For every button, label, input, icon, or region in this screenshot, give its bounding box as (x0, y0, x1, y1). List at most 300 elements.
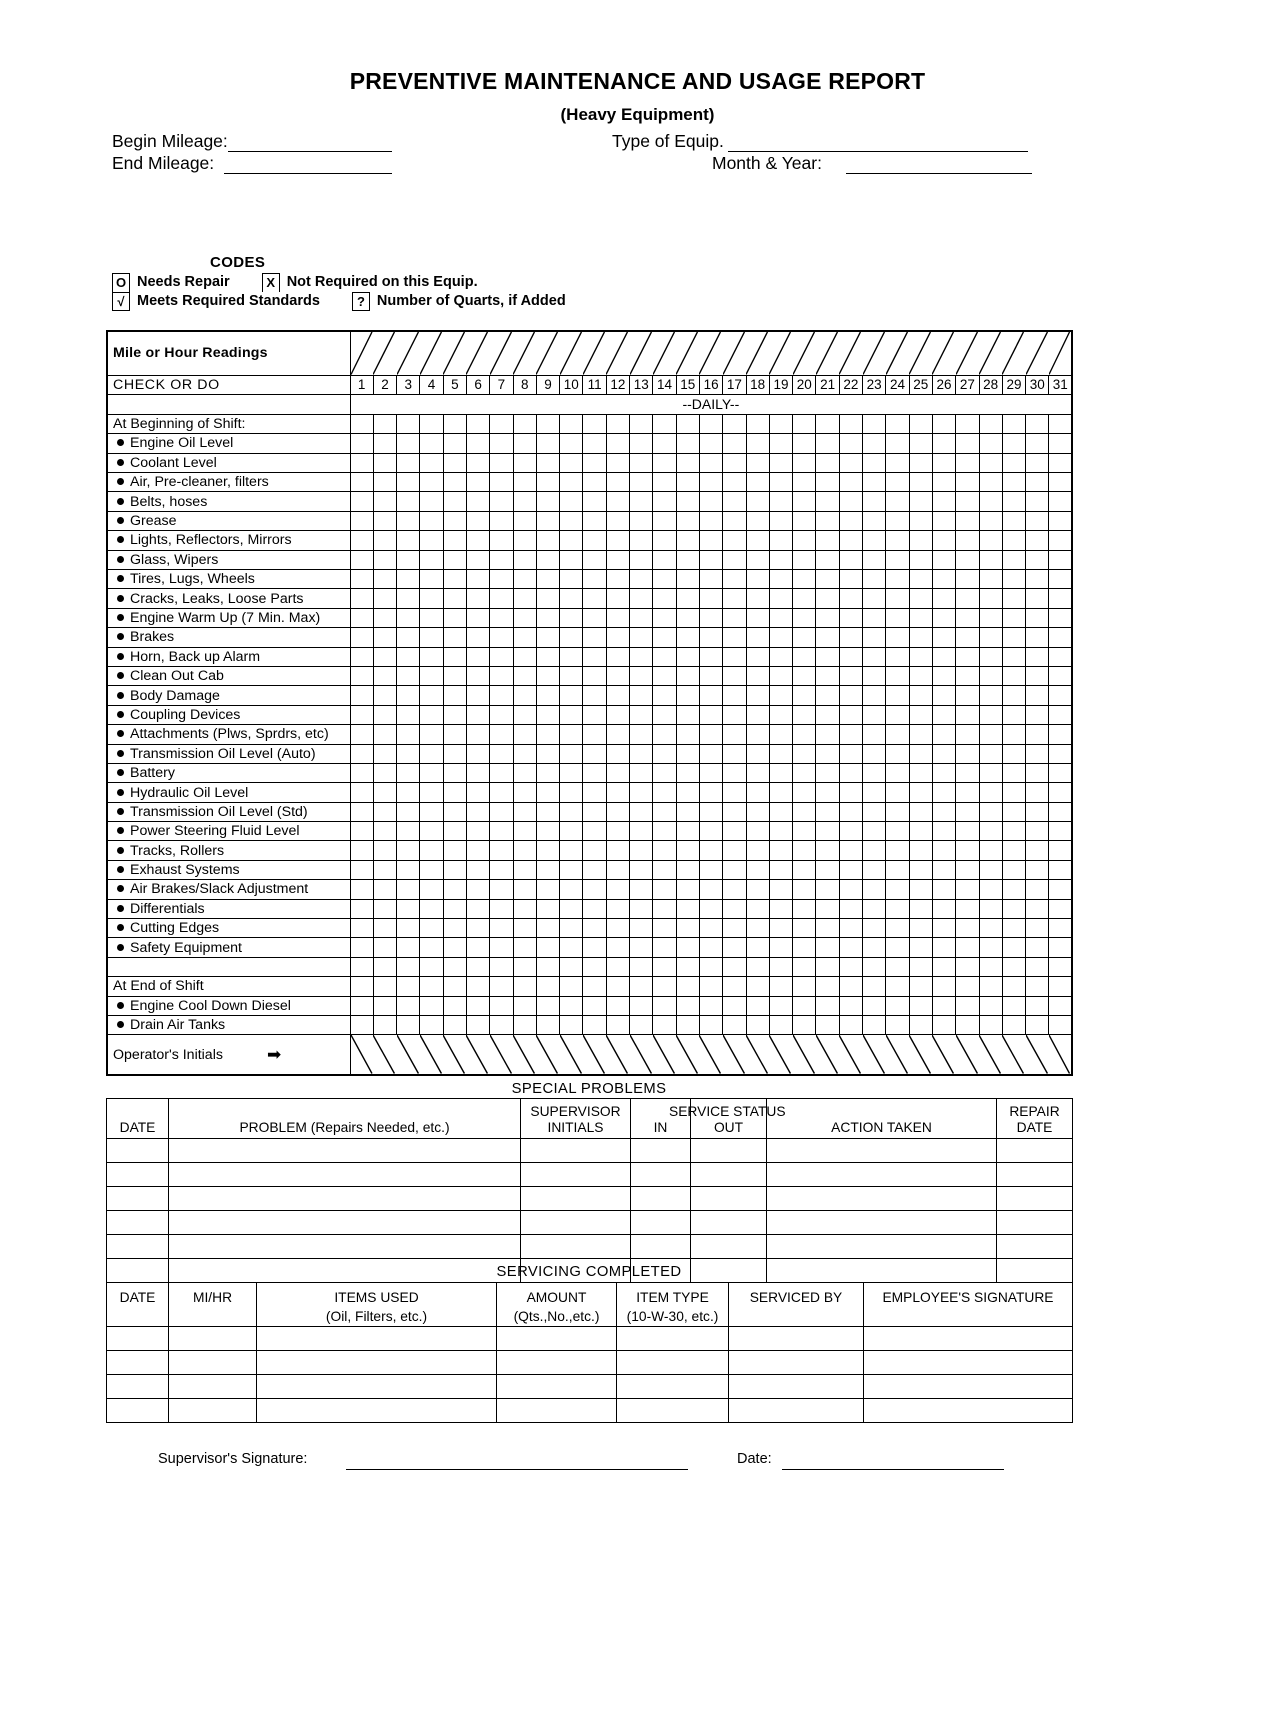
check-cell[interactable] (536, 763, 559, 782)
check-cell[interactable] (420, 783, 443, 802)
check-cell[interactable] (932, 725, 955, 744)
check-cell[interactable] (653, 666, 676, 685)
check-cell[interactable] (1049, 570, 1072, 589)
check-cell[interactable] (699, 666, 722, 685)
check-cell[interactable] (676, 938, 699, 957)
check-cell[interactable] (420, 473, 443, 492)
check-cell[interactable] (443, 725, 466, 744)
check-cell[interactable] (1002, 860, 1025, 879)
check-cell[interactable] (513, 822, 536, 841)
check-cell[interactable] (979, 686, 1002, 705)
check-cell[interactable] (513, 492, 536, 511)
check-cell[interactable] (909, 531, 932, 550)
check-cell[interactable] (1026, 589, 1049, 608)
check-cell[interactable] (932, 938, 955, 957)
check-cell[interactable] (769, 570, 792, 589)
check-cell[interactable] (1026, 899, 1049, 918)
check-cell[interactable] (863, 802, 886, 821)
check-cell[interactable] (956, 783, 979, 802)
check-cell[interactable] (769, 822, 792, 841)
check-cell[interactable] (979, 938, 1002, 957)
check-cell[interactable] (746, 570, 769, 589)
check-cell[interactable] (513, 570, 536, 589)
check-cell[interactable] (979, 492, 1002, 511)
check-cell[interactable] (746, 705, 769, 724)
check-cell[interactable] (979, 957, 1002, 976)
check-cell[interactable] (350, 686, 373, 705)
check-cell[interactable] (443, 473, 466, 492)
check-cell[interactable] (653, 977, 676, 996)
check-cell[interactable] (839, 996, 862, 1015)
check-cell[interactable] (769, 453, 792, 472)
check-cell[interactable] (676, 531, 699, 550)
check-cell[interactable] (630, 841, 653, 860)
check-cell[interactable] (466, 570, 489, 589)
check-cell[interactable] (816, 570, 839, 589)
check-cell[interactable] (466, 744, 489, 763)
check-cell[interactable] (699, 628, 722, 647)
check-cell[interactable] (420, 686, 443, 705)
check-cell[interactable] (816, 957, 839, 976)
check-cell[interactable] (746, 492, 769, 511)
check-cell[interactable] (1049, 860, 1072, 879)
check-cell[interactable] (606, 608, 629, 627)
check-cell[interactable] (443, 414, 466, 433)
check-cell[interactable] (560, 511, 583, 530)
check-cell[interactable] (373, 473, 396, 492)
check-cell[interactable] (746, 511, 769, 530)
end-mileage-field[interactable] (112, 153, 392, 174)
check-cell[interactable] (816, 686, 839, 705)
check-cell[interactable] (839, 531, 862, 550)
check-cell[interactable] (1026, 744, 1049, 763)
check-cell[interactable] (676, 666, 699, 685)
check-cell[interactable] (373, 511, 396, 530)
check-cell[interactable] (746, 957, 769, 976)
check-cell[interactable] (1002, 919, 1025, 938)
check-cell[interactable] (466, 1016, 489, 1035)
check-cell[interactable] (630, 957, 653, 976)
check-cell[interactable] (350, 880, 373, 899)
check-cell[interactable] (956, 1016, 979, 1035)
check-cell[interactable] (560, 628, 583, 647)
check-cell[interactable] (373, 531, 396, 550)
check-cell[interactable] (490, 686, 513, 705)
special-problems-cell[interactable] (997, 1163, 1073, 1187)
check-cell[interactable] (1026, 841, 1049, 860)
check-cell[interactable] (723, 802, 746, 821)
check-cell[interactable] (979, 570, 1002, 589)
check-cell[interactable] (397, 763, 420, 782)
check-cell[interactable] (513, 880, 536, 899)
check-cell[interactable] (606, 899, 629, 918)
check-cell[interactable] (839, 938, 862, 957)
check-cell[interactable] (1002, 1016, 1025, 1035)
check-cell[interactable] (979, 996, 1002, 1015)
servicing-cell[interactable] (617, 1327, 729, 1351)
operator-initial-cell-8[interactable] (513, 1035, 536, 1075)
check-cell[interactable] (1026, 957, 1049, 976)
check-cell[interactable] (606, 860, 629, 879)
check-cell[interactable] (443, 628, 466, 647)
servicing-cell[interactable] (169, 1327, 257, 1351)
check-cell[interactable] (932, 434, 955, 453)
check-cell[interactable] (769, 666, 792, 685)
check-cell[interactable] (863, 899, 886, 918)
end-mileage-input[interactable] (224, 158, 392, 174)
check-cell[interactable] (956, 647, 979, 666)
check-cell[interactable] (560, 763, 583, 782)
special-problems-cell[interactable] (107, 1139, 169, 1163)
check-cell[interactable] (583, 570, 606, 589)
check-cell[interactable] (373, 589, 396, 608)
check-cell[interactable] (1049, 686, 1072, 705)
check-cell[interactable] (420, 628, 443, 647)
check-cell[interactable] (909, 822, 932, 841)
servicing-cell[interactable] (169, 1375, 257, 1399)
check-cell[interactable] (443, 608, 466, 627)
check-cell[interactable] (746, 647, 769, 666)
check-cell[interactable] (839, 686, 862, 705)
check-cell[interactable] (863, 841, 886, 860)
servicing-cell[interactable] (729, 1351, 864, 1375)
check-cell[interactable] (816, 860, 839, 879)
check-cell[interactable] (630, 453, 653, 472)
check-cell[interactable] (816, 938, 839, 957)
check-cell[interactable] (909, 957, 932, 976)
check-cell[interactable] (536, 938, 559, 957)
check-cell[interactable] (863, 473, 886, 492)
check-cell[interactable] (606, 996, 629, 1015)
check-cell[interactable] (793, 686, 816, 705)
check-cell[interactable] (956, 899, 979, 918)
check-cell[interactable] (676, 763, 699, 782)
check-cell[interactable] (676, 957, 699, 976)
check-cell[interactable] (373, 860, 396, 879)
check-cell[interactable] (373, 802, 396, 821)
check-cell[interactable] (1002, 822, 1025, 841)
check-cell[interactable] (1002, 802, 1025, 821)
check-cell[interactable] (630, 880, 653, 899)
servicing-cell[interactable] (107, 1327, 169, 1351)
check-cell[interactable] (979, 783, 1002, 802)
check-cell[interactable] (816, 608, 839, 627)
check-cell[interactable] (1002, 550, 1025, 569)
check-cell[interactable] (397, 744, 420, 763)
check-cell[interactable] (979, 1016, 1002, 1035)
type-of-equip-field[interactable] (612, 131, 1028, 152)
check-cell[interactable] (909, 841, 932, 860)
check-cell[interactable] (769, 725, 792, 744)
check-cell[interactable] (723, 666, 746, 685)
check-cell[interactable] (560, 899, 583, 918)
check-cell[interactable] (746, 434, 769, 453)
special-problems-cell[interactable] (107, 1211, 169, 1235)
check-cell[interactable] (560, 434, 583, 453)
check-cell[interactable] (1049, 473, 1072, 492)
check-cell[interactable] (630, 996, 653, 1015)
check-cell[interactable] (699, 977, 722, 996)
check-cell[interactable] (630, 608, 653, 627)
check-cell[interactable] (746, 453, 769, 472)
check-cell[interactable] (536, 783, 559, 802)
check-cell[interactable] (723, 647, 746, 666)
special-problems-cell[interactable] (767, 1211, 997, 1235)
check-cell[interactable] (536, 899, 559, 918)
check-cell[interactable] (769, 841, 792, 860)
check-cell[interactable] (886, 414, 909, 433)
check-cell[interactable] (932, 977, 955, 996)
check-cell[interactable] (1049, 899, 1072, 918)
check-cell[interactable] (699, 860, 722, 879)
check-cell[interactable] (676, 841, 699, 860)
check-cell[interactable] (560, 647, 583, 666)
check-cell[interactable] (746, 608, 769, 627)
check-cell[interactable] (699, 608, 722, 627)
check-cell[interactable] (350, 434, 373, 453)
check-cell[interactable] (676, 860, 699, 879)
check-cell[interactable] (583, 977, 606, 996)
mile-reading-cell-7[interactable] (490, 331, 513, 375)
mile-reading-cell-16[interactable] (699, 331, 722, 375)
check-cell[interactable] (536, 686, 559, 705)
check-cell[interactable] (443, 511, 466, 530)
operator-initial-cell-29[interactable] (1002, 1035, 1025, 1075)
check-cell[interactable] (443, 705, 466, 724)
check-cell[interactable] (699, 763, 722, 782)
check-cell[interactable] (420, 763, 443, 782)
check-cell[interactable] (513, 899, 536, 918)
check-cell[interactable] (676, 686, 699, 705)
special-problems-cell[interactable] (631, 1187, 691, 1211)
check-cell[interactable] (909, 938, 932, 957)
operator-initial-cell-24[interactable] (886, 1035, 909, 1075)
check-cell[interactable] (397, 473, 420, 492)
check-cell[interactable] (979, 705, 1002, 724)
check-cell[interactable] (886, 957, 909, 976)
check-cell[interactable] (373, 414, 396, 433)
check-cell[interactable] (653, 880, 676, 899)
check-cell[interactable] (583, 550, 606, 569)
check-cell[interactable] (397, 725, 420, 744)
check-cell[interactable] (909, 647, 932, 666)
check-cell[interactable] (886, 996, 909, 1015)
check-cell[interactable] (1026, 531, 1049, 550)
check-cell[interactable] (769, 511, 792, 530)
special-problems-cell[interactable] (631, 1235, 691, 1259)
month-year-input[interactable] (846, 158, 1032, 174)
check-cell[interactable] (1002, 511, 1025, 530)
check-cell[interactable] (816, 511, 839, 530)
check-cell[interactable] (979, 434, 1002, 453)
check-cell[interactable] (793, 511, 816, 530)
check-cell[interactable] (909, 453, 932, 472)
check-cell[interactable] (350, 977, 373, 996)
check-cell[interactable] (746, 531, 769, 550)
check-cell[interactable] (723, 492, 746, 511)
check-cell[interactable] (699, 822, 722, 841)
mile-reading-cell-12[interactable] (606, 331, 629, 375)
check-cell[interactable] (1002, 628, 1025, 647)
check-cell[interactable] (956, 880, 979, 899)
check-cell[interactable] (420, 860, 443, 879)
check-cell[interactable] (1049, 841, 1072, 860)
check-cell[interactable] (490, 550, 513, 569)
check-cell[interactable] (653, 434, 676, 453)
check-cell[interactable] (793, 725, 816, 744)
check-cell[interactable] (583, 744, 606, 763)
check-cell[interactable] (1049, 744, 1072, 763)
check-cell[interactable] (839, 647, 862, 666)
check-cell[interactable] (397, 705, 420, 724)
special-problems-cell[interactable] (997, 1139, 1073, 1163)
check-cell[interactable] (1002, 996, 1025, 1015)
mile-reading-cell-17[interactable] (723, 331, 746, 375)
check-cell[interactable] (560, 977, 583, 996)
check-cell[interactable] (583, 628, 606, 647)
check-cell[interactable] (490, 860, 513, 879)
operator-initial-cell-2[interactable] (373, 1035, 396, 1075)
check-cell[interactable] (350, 608, 373, 627)
check-cell[interactable] (1049, 763, 1072, 782)
check-cell[interactable] (956, 763, 979, 782)
check-cell[interactable] (466, 666, 489, 685)
check-cell[interactable] (350, 511, 373, 530)
check-cell[interactable] (606, 647, 629, 666)
check-cell[interactable] (420, 725, 443, 744)
check-cell[interactable] (886, 744, 909, 763)
check-cell[interactable] (397, 899, 420, 918)
check-cell[interactable] (653, 899, 676, 918)
check-cell[interactable] (1049, 1016, 1072, 1035)
check-cell[interactable] (746, 841, 769, 860)
check-cell[interactable] (583, 880, 606, 899)
check-cell[interactable] (746, 628, 769, 647)
servicing-cell[interactable] (257, 1375, 497, 1399)
servicing-cell[interactable] (497, 1375, 617, 1399)
check-cell[interactable] (653, 802, 676, 821)
check-cell[interactable] (676, 628, 699, 647)
check-cell[interactable] (653, 841, 676, 860)
mile-reading-cell-24[interactable] (886, 331, 909, 375)
check-cell[interactable] (583, 511, 606, 530)
month-year-field[interactable] (712, 153, 1032, 174)
check-cell[interactable] (769, 783, 792, 802)
check-cell[interactable] (373, 957, 396, 976)
check-cell[interactable] (839, 880, 862, 899)
check-cell[interactable] (886, 473, 909, 492)
special-problems-cell[interactable] (169, 1139, 521, 1163)
check-cell[interactable] (816, 802, 839, 821)
check-cell[interactable] (932, 763, 955, 782)
check-cell[interactable] (676, 414, 699, 433)
special-problems-cell[interactable] (997, 1211, 1073, 1235)
check-cell[interactable] (373, 977, 396, 996)
check-cell[interactable] (443, 550, 466, 569)
operator-initial-cell-14[interactable] (653, 1035, 676, 1075)
check-cell[interactable] (373, 1016, 396, 1035)
check-cell[interactable] (793, 802, 816, 821)
servicing-cell[interactable] (169, 1351, 257, 1375)
check-cell[interactable] (1002, 414, 1025, 433)
check-cell[interactable] (909, 570, 932, 589)
check-cell[interactable] (350, 802, 373, 821)
check-cell[interactable] (793, 492, 816, 511)
check-cell[interactable] (513, 686, 536, 705)
special-problems-cell[interactable] (631, 1139, 691, 1163)
operator-initial-cell-15[interactable] (676, 1035, 699, 1075)
check-cell[interactable] (350, 744, 373, 763)
check-cell[interactable] (420, 647, 443, 666)
check-cell[interactable] (676, 511, 699, 530)
check-cell[interactable] (979, 725, 1002, 744)
check-cell[interactable] (653, 957, 676, 976)
check-cell[interactable] (816, 647, 839, 666)
check-cell[interactable] (1002, 899, 1025, 918)
check-cell[interactable] (909, 666, 932, 685)
mile-reading-cell-19[interactable] (769, 331, 792, 375)
servicing-cell[interactable] (617, 1375, 729, 1399)
check-cell[interactable] (863, 919, 886, 938)
check-cell[interactable] (373, 570, 396, 589)
check-cell[interactable] (793, 453, 816, 472)
check-cell[interactable] (653, 763, 676, 782)
check-cell[interactable] (839, 763, 862, 782)
check-cell[interactable] (979, 550, 1002, 569)
check-cell[interactable] (653, 531, 676, 550)
check-cell[interactable] (536, 473, 559, 492)
check-cell[interactable] (863, 783, 886, 802)
check-cell[interactable] (886, 919, 909, 938)
check-cell[interactable] (816, 531, 839, 550)
check-cell[interactable] (723, 570, 746, 589)
check-cell[interactable] (746, 763, 769, 782)
check-cell[interactable] (583, 414, 606, 433)
check-cell[interactable] (793, 589, 816, 608)
check-cell[interactable] (816, 628, 839, 647)
check-cell[interactable] (536, 492, 559, 511)
special-problems-cell[interactable] (521, 1211, 631, 1235)
check-cell[interactable] (443, 763, 466, 782)
check-cell[interactable] (466, 686, 489, 705)
check-cell[interactable] (746, 822, 769, 841)
operator-initial-cell-16[interactable] (699, 1035, 722, 1075)
check-cell[interactable] (816, 996, 839, 1015)
operator-initial-cell-12[interactable] (606, 1035, 629, 1075)
check-cell[interactable] (886, 647, 909, 666)
check-cell[interactable] (630, 744, 653, 763)
operator-initial-cell-18[interactable] (746, 1035, 769, 1075)
check-cell[interactable] (932, 744, 955, 763)
check-cell[interactable] (956, 550, 979, 569)
check-cell[interactable] (886, 666, 909, 685)
check-cell[interactable] (932, 550, 955, 569)
check-cell[interactable] (746, 860, 769, 879)
check-cell[interactable] (1002, 977, 1025, 996)
check-cell[interactable] (1049, 589, 1072, 608)
check-cell[interactable] (397, 1016, 420, 1035)
check-cell[interactable] (863, 434, 886, 453)
check-cell[interactable] (560, 414, 583, 433)
check-cell[interactable] (583, 860, 606, 879)
check-cell[interactable] (816, 589, 839, 608)
check-cell[interactable] (886, 802, 909, 821)
check-cell[interactable] (932, 802, 955, 821)
check-cell[interactable] (606, 783, 629, 802)
check-cell[interactable] (350, 938, 373, 957)
servicing-cell[interactable] (864, 1327, 1073, 1351)
check-cell[interactable] (1026, 1016, 1049, 1035)
